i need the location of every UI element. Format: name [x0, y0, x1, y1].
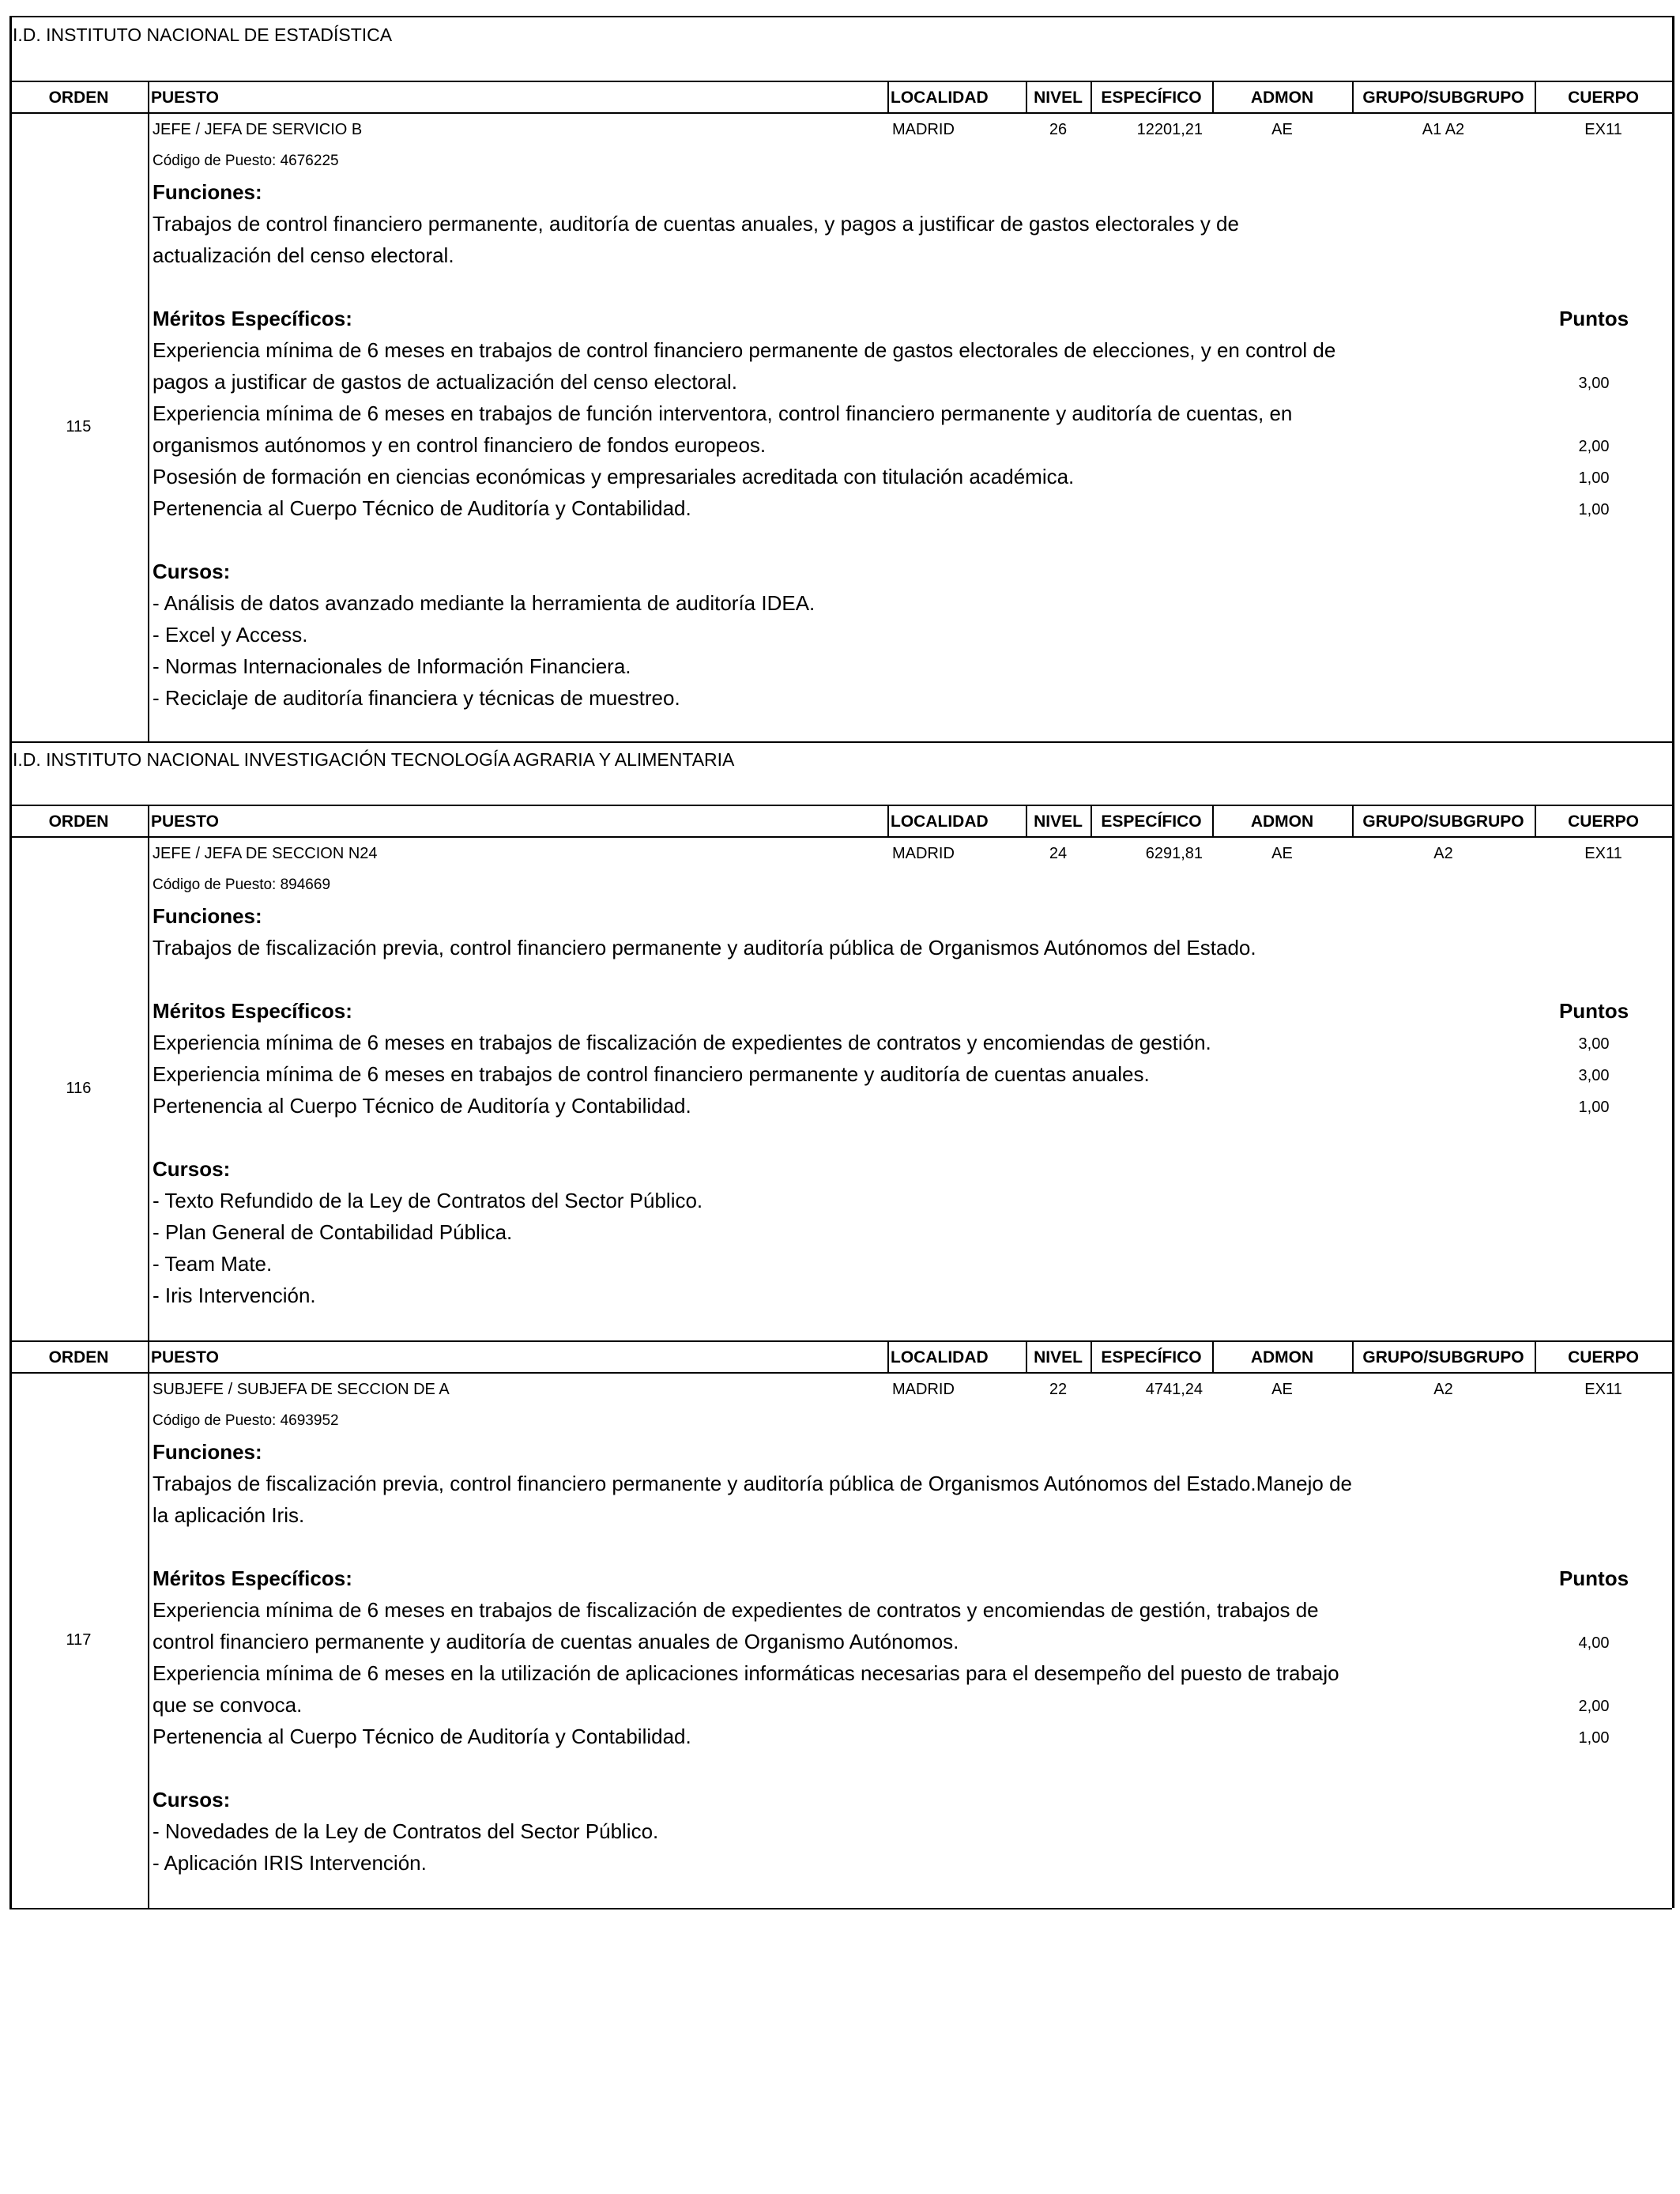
cuerpo-value: EX11 [1584, 845, 1622, 862]
section-title: I.D. INSTITUTO NACIONAL DE ESTADÍSTICA [13, 25, 393, 45]
nivel-value: 26 [1049, 121, 1068, 138]
frame-top [9, 16, 1672, 17]
curso-item: - Novedades de la Ley de Contratos del Sector Público. [153, 1819, 659, 1843]
funciones-label: Funciones: [153, 180, 262, 204]
header-puesto: PUESTO [151, 1348, 219, 1367]
header-grupo: GRUPO/SUBGRUPO [1362, 812, 1524, 831]
header-especifico: ESPECÍFICO [1101, 812, 1202, 831]
merito-text: Experiencia mínima de 6 meses en trabajos de fiscalización de expedientes de contratos y encomiendas de gestión. [153, 1031, 1211, 1054]
header-divider [887, 1340, 889, 1372]
cursos-label: Cursos: [153, 560, 231, 583]
merito-puntos: 1,00 [1578, 1729, 1610, 1747]
merito-text: Pertenencia al Cuerpo Técnico de Auditoría y Contabilidad. [153, 1725, 691, 1748]
merito-puntos: 3,00 [1578, 375, 1610, 392]
merito-puntos: 2,00 [1578, 438, 1610, 455]
funciones-text: actualización del censo electoral. [153, 243, 454, 267]
curso-item: - Análisis de datos avanzado mediante la herramienta de auditoría IDEA. [153, 591, 816, 615]
merito-text: pagos a justificar de gastos de actualización del censo electoral. [153, 370, 737, 394]
puesto-title: SUBJEFE / SUBJEFA DE SECCION DE A [153, 1381, 450, 1398]
funciones-text: la aplicación Iris. [153, 1503, 305, 1527]
header-divider [887, 805, 889, 836]
localidad-value: MADRID [892, 1381, 955, 1398]
header-localidad: LOCALIDAD [891, 1348, 989, 1367]
nivel-value: 24 [1049, 845, 1068, 862]
puesto-title: JEFE / JEFA DE SECCION N24 [153, 845, 378, 862]
merito-text: que se convoca. [153, 1693, 303, 1717]
merito-text: Experiencia mínima de 6 meses en trabajos de fiscalización de expedientes de contratos y encomiendas de gestión, trabajos de [153, 1598, 1319, 1622]
merito-text: Experiencia mínima de 6 meses en trabajos de función interventora, control financiero permanente y auditoría de cuentas, en [153, 401, 1293, 425]
especifico-value: 12201,21 [1136, 121, 1203, 138]
curso-item: - Texto Refundido de la Ley de Contratos del Sector Público. [153, 1189, 703, 1212]
header-cuerpo: CUERPO [1568, 1348, 1639, 1367]
frame-left [9, 16, 12, 1908]
header-top-rule [9, 805, 1672, 806]
merito-puntos: 3,00 [1578, 1035, 1610, 1053]
codigo-puesto: Código de Puesto: 4676225 [153, 153, 339, 169]
grupo-value: A2 [1433, 1381, 1453, 1398]
orden-divider [148, 836, 149, 1340]
curso-item: - Team Mate. [153, 1252, 273, 1276]
orden-number: 115 [66, 418, 92, 435]
codigo-puesto: Código de Puesto: 4693952 [153, 1412, 339, 1429]
funciones-label: Funciones: [153, 904, 262, 928]
header-localidad: LOCALIDAD [891, 812, 989, 831]
merito-text: Experiencia mínima de 6 meses en trabajos de control financiero permanente y auditoría de cuentas anuales. [153, 1062, 1150, 1086]
cursos-label: Cursos: [153, 1157, 231, 1181]
cuerpo-value: EX11 [1584, 121, 1622, 138]
funciones-text: Trabajos de control financiero permanente, auditoría de cuentas anuales, y pagos a justificar de gastos electorales y de [153, 212, 1239, 236]
curso-item: - Excel y Access. [153, 623, 308, 647]
header-nivel: NIVEL [1034, 89, 1083, 107]
merito-text: Pertenencia al Cuerpo Técnico de Auditoría y Contabilidad. [153, 496, 691, 520]
header-bottom-rule [9, 1372, 1672, 1374]
merito-puntos: 1,00 [1578, 1099, 1610, 1116]
merito-text: Pertenencia al Cuerpo Técnico de Auditoría y Contabilidad. [153, 1094, 691, 1118]
grupo-value: A1 A2 [1422, 121, 1465, 138]
merito-puntos: 2,00 [1578, 1698, 1610, 1715]
orden-number: 117 [66, 1631, 92, 1649]
merito-puntos: 1,00 [1578, 501, 1610, 518]
merito-text: Experiencia mínima de 6 meses en trabajos de control financiero permanente de gastos electorales de elecciones, y en control de [153, 338, 1336, 362]
curso-item: - Plan General de Contabilidad Pública. [153, 1220, 513, 1244]
meritos-label: Méritos Específicos: [153, 999, 352, 1023]
merito-puntos: 4,00 [1578, 1634, 1610, 1652]
header-admon: ADMON [1250, 89, 1314, 107]
header-especifico: ESPECÍFICO [1101, 89, 1202, 107]
merito-puntos: 1,00 [1578, 469, 1610, 487]
funciones-label: Funciones: [153, 1440, 262, 1464]
orden-divider [148, 112, 149, 741]
merito-text: Experiencia mínima de 6 meses en la utilización de aplicaciones informáticas necesarias para el desempeño del puesto de trabajo [153, 1661, 1339, 1685]
curso-item: - Aplicación IRIS Intervención. [153, 1851, 427, 1875]
header-divider [887, 81, 889, 112]
header-especifico: ESPECÍFICO [1101, 1348, 1202, 1367]
orden-number: 116 [66, 1080, 92, 1097]
cursos-label: Cursos: [153, 1788, 231, 1811]
nivel-value: 22 [1049, 1381, 1068, 1398]
meritos-label: Méritos Específicos: [153, 1566, 352, 1590]
section-rule [9, 741, 1672, 743]
curso-item: - Reciclaje de auditoría financiera y técnicas de muestreo. [153, 686, 680, 710]
header-puesto: PUESTO [151, 812, 219, 831]
admon-value: AE [1271, 845, 1293, 862]
header-cuerpo: CUERPO [1568, 89, 1639, 107]
curso-item: - Iris Intervención. [153, 1284, 316, 1307]
header-localidad: LOCALIDAD [891, 89, 989, 107]
puntos-label: Puntos [1558, 307, 1629, 330]
header-grupo: GRUPO/SUBGRUPO [1362, 89, 1524, 107]
admon-value: AE [1271, 121, 1293, 138]
localidad-value: MADRID [892, 845, 955, 862]
header-puesto: PUESTO [151, 89, 219, 107]
header-divider [148, 81, 149, 112]
header-bottom-rule [9, 836, 1672, 838]
merito-text: Posesión de formación en ciencias económicas y empresariales acreditada con titulación académica. [153, 465, 1075, 488]
merito-text: organismos autónomos y en control financiero de fondos europeos. [153, 433, 767, 457]
section-title: I.D. INSTITUTO NACIONAL INVESTIGACIÓN TECNOLOGÍA AGRARIA Y ALIMENTARIA [13, 749, 735, 770]
funciones-text: Trabajos de fiscalización previa, control financiero permanente y auditoría pública de Organismos Autónomos del Estado. [153, 936, 1256, 959]
header-bottom-rule [9, 112, 1672, 114]
especifico-value: 4741,24 [1145, 1381, 1203, 1398]
header-orden: ORDEN [48, 812, 109, 831]
header-admon: ADMON [1250, 1348, 1314, 1367]
grupo-value: A2 [1433, 845, 1453, 862]
localidad-value: MADRID [892, 121, 955, 138]
header-divider [148, 1340, 149, 1372]
merito-puntos: 3,00 [1578, 1067, 1610, 1084]
puntos-label: Puntos [1558, 1566, 1629, 1590]
header-nivel: NIVEL [1034, 1348, 1083, 1367]
puesto-title: JEFE / JEFA DE SERVICIO B [153, 121, 363, 138]
meritos-label: Méritos Específicos: [153, 307, 352, 330]
merito-text: control financiero permanente y auditoría de cuentas anuales de Organismo Autónomos. [153, 1630, 959, 1653]
header-cuerpo: CUERPO [1568, 812, 1639, 831]
frame-bottom [9, 1908, 1672, 1909]
puntos-label: Puntos [1558, 999, 1629, 1023]
header-grupo: GRUPO/SUBGRUPO [1362, 1348, 1524, 1367]
orden-divider [148, 1372, 149, 1908]
funciones-text: Trabajos de fiscalización previa, control financiero permanente y auditoría pública de Organismos Autónomos del Estado.Manejo de [153, 1472, 1353, 1495]
codigo-puesto: Código de Puesto: 894669 [153, 876, 331, 893]
header-top-rule [9, 81, 1672, 82]
curso-item: - Normas Internacionales de Información Financiera. [153, 654, 631, 678]
admon-value: AE [1271, 1381, 1293, 1398]
header-nivel: NIVEL [1034, 812, 1083, 831]
cuerpo-value: EX11 [1584, 1381, 1622, 1398]
header-orden: ORDEN [48, 1348, 109, 1367]
frame-right [1672, 16, 1674, 1908]
header-admon: ADMON [1250, 812, 1314, 831]
header-top-rule [9, 1340, 1672, 1342]
header-orden: ORDEN [48, 89, 109, 107]
especifico-value: 6291,81 [1145, 845, 1203, 862]
header-divider [148, 805, 149, 836]
